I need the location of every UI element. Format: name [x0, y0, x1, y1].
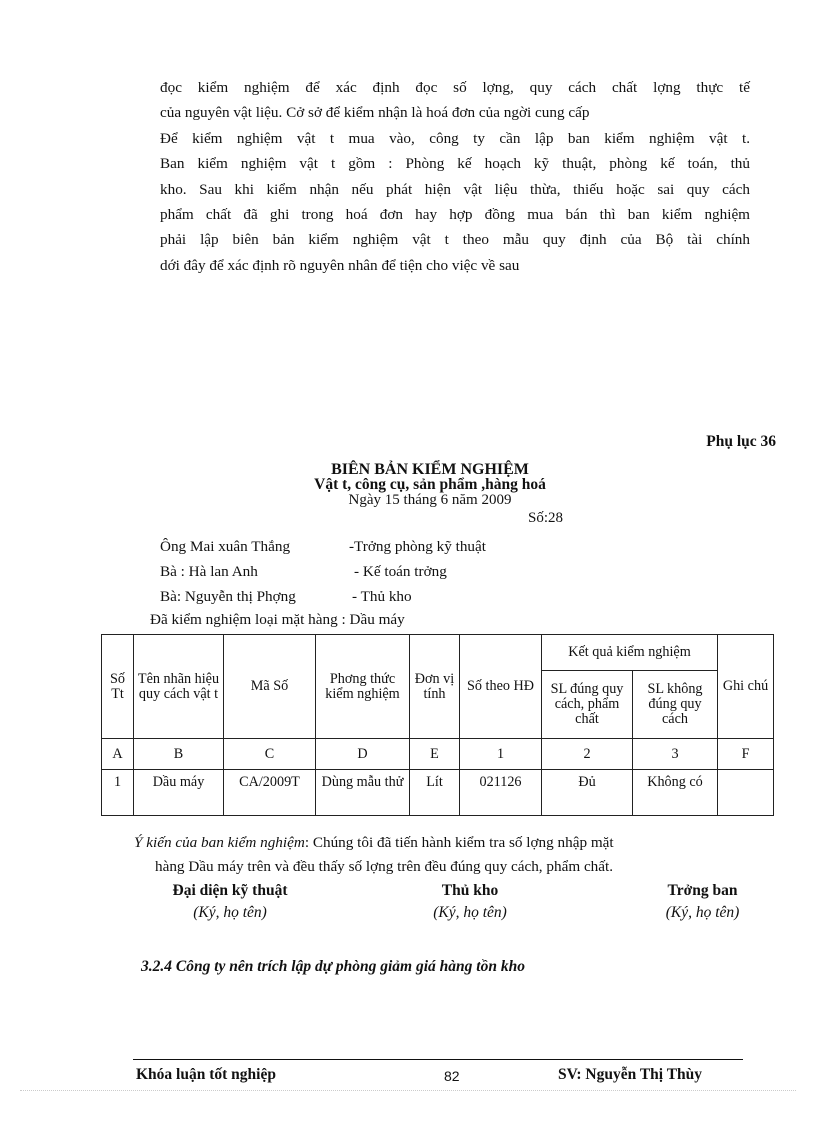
cell-ghi-chu: [718, 770, 774, 816]
section-heading: 3.2.4 Công ty nên trích lập dự phòng giảm giá hàng tồn kho: [141, 958, 525, 975]
table-row: [102, 770, 774, 816]
signature-hint: (Ký, họ tên): [433, 904, 507, 921]
header-ma-so: Mã Số: [224, 635, 316, 739]
appendix-label: Phụ lục 36: [706, 433, 776, 450]
header-sl-dung: SL đúng quy cách, phẩm chất: [542, 671, 633, 739]
code-cell: F: [718, 739, 774, 770]
code-cell: 1: [460, 739, 542, 770]
member-role: - Thủ kho: [352, 588, 412, 605]
cell-phuong-thuc: Dùng mẫu thử: [316, 770, 410, 816]
signature-hint: (Ký, họ tên): [193, 904, 267, 921]
header-don-vi: Đơn vị tính: [410, 635, 460, 739]
cell-ten: Dầu máy: [134, 770, 224, 816]
member-role: - Kế toán trởng: [354, 563, 447, 580]
page-edge-divider: [20, 1090, 796, 1091]
signature-block: [410, 882, 530, 922]
header-ten: Tên nhãn hiệu quy cách vật t: [134, 635, 224, 739]
member-name: Bà : Hà lan Anh: [160, 563, 258, 580]
header-so-theo-hd: Số theo HĐ: [460, 635, 542, 739]
form-date: Ngày 15 tháng 6 năm 2009: [348, 492, 512, 508]
cell-sl-khong: Không có: [633, 770, 718, 816]
form-subtitle: Vật t, công cụ, sản phẩm ,hàng hoá: [314, 476, 546, 493]
cell-ma-so: CA/2009T: [224, 770, 316, 816]
code-cell: E: [410, 739, 460, 770]
opinion-line: [134, 832, 614, 854]
opinion-label: Ý kiến của ban kiểm nghiệm: [134, 834, 305, 851]
code-cell: 3: [633, 739, 718, 770]
member-row: [160, 559, 447, 584]
header-ghi-chu: Ghi chú: [718, 635, 774, 739]
code-cell: A: [102, 739, 134, 770]
signature-block: [640, 882, 765, 922]
cell-don-vi: Lít: [410, 770, 460, 816]
paragraph-line: Để kiểm nghiệm vật t mua vào, công ty cần lập ban kiểm nghiệm vật t.: [160, 129, 750, 147]
table-header-row: [102, 635, 774, 671]
cell-stt: 1: [102, 770, 134, 816]
opinion-text-2: hàng Dầu máy trên và đều thấy số lợng trên đều đúng quy cách, phẩm chất.: [155, 858, 614, 875]
footer-divider: [133, 1059, 743, 1060]
paragraph-line: Ban kiểm nghiệm vật t gồm : Phòng kế hoạch kỹ thuật, phòng kế toán, thủ: [160, 155, 750, 173]
signature-role: Trởng ban: [667, 882, 738, 899]
code-cell: B: [134, 739, 224, 770]
page-number: 82: [444, 1068, 460, 1084]
header-ket-qua: Kết quả kiểm nghiệm: [542, 635, 718, 671]
inspection-table: [101, 634, 774, 816]
table-code-row: [102, 739, 774, 770]
checked-item: Đã kiểm nghiệm loại mặt hàng : Dầu máy: [150, 611, 405, 628]
member-name: Ông Mai xuân Thắng: [160, 538, 291, 555]
code-cell: 2: [542, 739, 633, 770]
form-number: Số:28: [528, 510, 564, 526]
member-name: Bà: Nguyễn thị Phợng: [160, 588, 296, 605]
header-sl-khong-dung: SL không đúng quy cách: [633, 671, 718, 739]
signature-role: Đại diện kỹ thuật: [172, 882, 288, 899]
paragraph-line: dới đây để xác định rõ nguyên nhân để tiện cho việc về sau: [160, 256, 520, 274]
paragraph-line: phẩm chất đã ghi trong hoá đơn hay hợp đồng mua bán thì ban kiểm nghiệm: [160, 205, 750, 223]
signature-role: Thủ kho: [441, 882, 499, 899]
paragraph-line: đọc kiểm nghiệm để xác định đọc số lợng, quy cách chất lợng thực tế: [160, 79, 750, 96]
member-row: [160, 534, 486, 559]
cell-so-hd: 021126: [460, 770, 542, 816]
code-cell: C: [224, 739, 316, 770]
header-phuong-thuc: Phơng thức kiểm nghiệm: [316, 635, 410, 739]
member-role: -Trởng phòng kỹ thuật: [349, 538, 486, 555]
footer-left: Khóa luận tốt nghiệp: [136, 1066, 276, 1083]
member-row: [160, 584, 412, 609]
cell-sl-dung: Đủ: [542, 770, 633, 816]
code-cell: D: [316, 739, 410, 770]
signature-block: [150, 882, 310, 922]
paragraph-line: của nguyên vật liệu. Cở sở để kiểm nhận là hoá đơn của ngời cung cấp: [160, 104, 590, 122]
form-title: BIÊN BẢN KIỂM NGHIỆM: [331, 461, 529, 478]
paragraph-line: kho. Sau khi kiểm nhận nếu phát hiện vật liệu thừa, thiếu hoặc sai quy cách: [160, 180, 750, 198]
header-so-tt: Số Tt: [102, 635, 134, 739]
signature-hint: (Ký, họ tên): [665, 904, 740, 921]
opinion-text: : Chúng tôi đã tiến hành kiểm tra số lợng nhập mặt: [304, 834, 614, 851]
footer-right: SV: Nguyễn Thị Thùy: [558, 1066, 703, 1083]
paragraph-line: phải lập biên bản kiểm nghiệm vật t theo mẫu quy định của Bộ tài chính: [160, 231, 750, 249]
member-list: [160, 534, 486, 609]
body-paragraph: [160, 75, 750, 278]
